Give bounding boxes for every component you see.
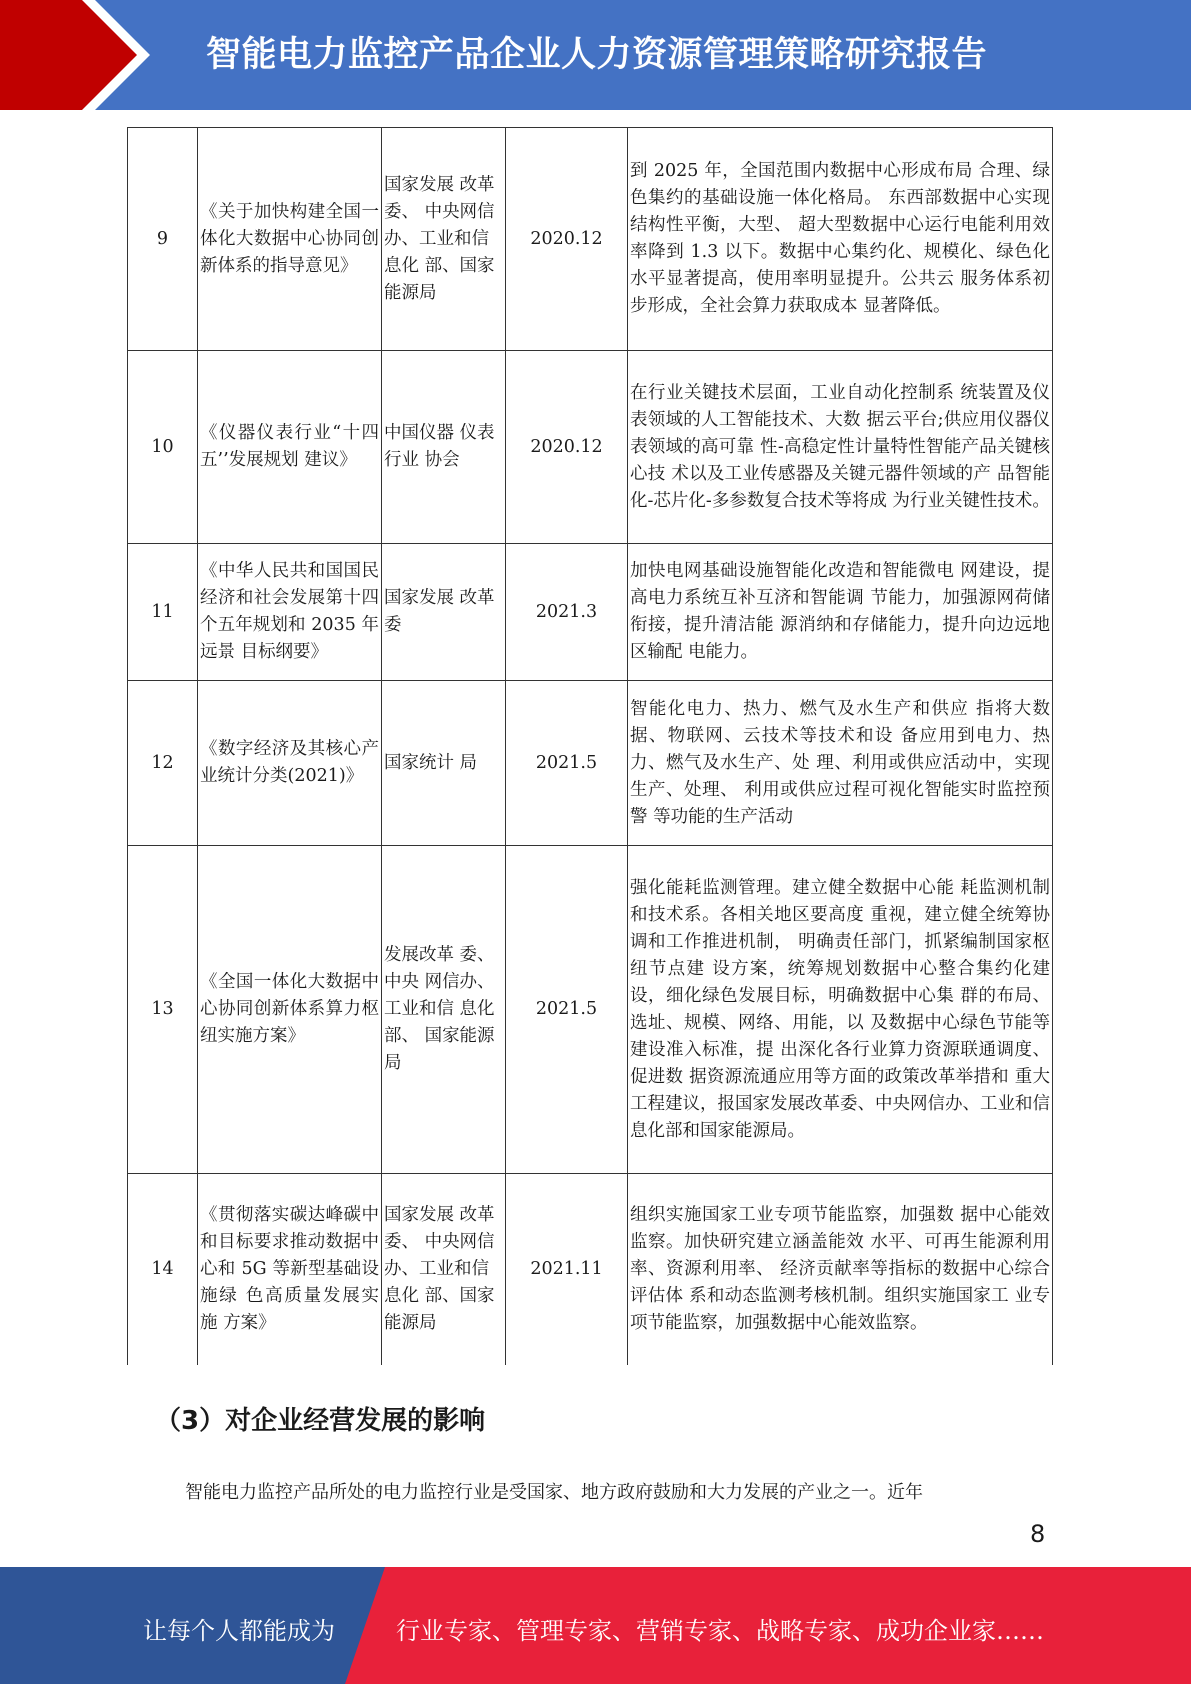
issuing-department: 国家发展 改革委、 中央网信 办、工业和信息化 部、国家 能源局 <box>382 128 506 351</box>
issuing-department: 国家发展 改革委 <box>382 544 506 681</box>
policy-name: 《数字经济及其核心产业统计分类(2021)》 <box>198 681 382 846</box>
footer-slogan-left: 让每个人都能成为 <box>143 1617 335 1645</box>
policy-content: 在行业关键技术层面，工业自动化控制系 统装置及仪表领域的人工智能技术、大数 据云平台;供应用仪器仪表领域的高可靠 性-高稳定性计量特性智能产品关键核心技 术以及工业传感器及关键元器件领域的产 品智能化-芯片化-多参数复合技术等将成 为行业关键性技术。 <box>628 351 1053 544</box>
row-number: 9 <box>128 128 198 351</box>
page-title: 智能电力监控产品企业人力资源管理策略研究报告 <box>206 35 988 75</box>
policy-content: 强化能耗监测管理。建立健全数据中心能 耗监测机制和技术系。各相关地区要高度 重视，建立健全统筹协调和工作推进机制， 明确责任部门，抓紧编制国家枢纽节点建 设方案，统筹规划数据中心整合集约化建 设，细化绿色发展目标，明确数据中心集 群的布局、选址、规模、网络、用能，以 及数据中心绿色节能等建设准入标准，提 出深化各行业算力资源联通调度、促进数 据资源流通应用等方面的政策改革举措和 重大工程建议，报国家发展改革委、中央网信办、工业和信息化部和国家能源局。 <box>628 846 1053 1174</box>
row-number: 12 <box>128 681 198 846</box>
policy-content: 加快电网基础设施智能化改造和智能微电 网建设，提高电力系统互补互济和智能调 节能力，加强源网荷储衔接，提升清洁能 源消纳和存储能力，提升向边远地区输配 电能力。 <box>628 544 1053 681</box>
policy-table <box>127 127 1053 1365</box>
policy-content: 智能化电力、热力、燃气及水生产和供应 指将大数据、物联网、云技术等技术和设 备应用到电力、热力、燃气及水生产、处 理、利用或供应活动中，实现生产、处理、 利用或供应过程可视化智能实时监控预警 等功能的生产活动 <box>628 681 1053 846</box>
row-number: 14 <box>128 1174 198 1365</box>
table-row <box>128 846 1053 1174</box>
footer-slogan-right: 行业专家、管理专家、营销专家、战略专家、成功企业家…… <box>396 1617 1044 1645</box>
policy-content: 到 2025 年，全国范围内数据中心形成布局 合理、绿色集约的基础设施一体化格局。 东西部数据中心实现结构性平衡，大型、 超大型数据中心运行电能利用效率降到 1.3 以下。数据中心集约化、规模化、绿色化 水平显著提高，使用率明显提升。公共云 服务体系初步形成，全社会算力获取成本 显著降低。 <box>628 128 1053 351</box>
body-paragraph: 智能电力监控产品所处的电力监控行业是受国家、地方政府鼓励和大力发展的产业之一。近年 <box>185 1482 923 1503</box>
section-heading: （3）对企业经营发展的影响 <box>155 1406 486 1436</box>
issuing-department: 国家统计 局 <box>382 681 506 846</box>
table-row <box>128 351 1053 544</box>
header-banner <box>0 0 1191 110</box>
policy-name: 《仪器仪表行业“十四五’’发展规划 建议》 <box>198 351 382 544</box>
policy-name: 《贯彻落实碳达峰碳中和目标要求推动数据中心和 5G 等新型基础设施绿 色高质量发展实施 方案》 <box>198 1174 382 1365</box>
policy-name: 《全国一体化大数据中心协同创新体系算力枢纽实施方案》 <box>198 846 382 1174</box>
table-row <box>128 681 1053 846</box>
row-number: 10 <box>128 351 198 544</box>
issuing-department: 发展改革 委、中央 网信办、工业和信 息化部、 国家能源 局 <box>382 846 506 1174</box>
policy-name: 《关于加快构建全国一体化大数据中心协同创新体系的指导意见》 <box>198 128 382 351</box>
table-row <box>128 128 1053 351</box>
issue-date: 2021.11 <box>506 1174 628 1365</box>
issuing-department: 国家发展 改革委、 中央网信 办、工业和信息化 部、国家 能源局 <box>382 1174 506 1365</box>
row-number: 13 <box>128 846 198 1174</box>
header-arrow-decoration <box>0 0 150 110</box>
issue-date: 2020.12 <box>506 351 628 544</box>
table-row <box>128 544 1053 681</box>
table-row <box>128 1174 1053 1365</box>
issuing-department: 中国仪器 仪表行业 协会 <box>382 351 506 544</box>
issue-date: 2020.12 <box>506 128 628 351</box>
policy-content: 组织实施国家工业专项节能监察，加强数 据中心能效监察。加快研究建立涵盖能效 水平、可再生能源利用率、资源利用率、 经济贡献率等指标的数据中心综合评估体 系和动态监测考核机制。组织实施国家工 业专项节能监察，加强数据中心能效监察。 <box>628 1174 1053 1365</box>
footer-banner <box>0 1567 1191 1684</box>
issue-date: 2021.5 <box>506 846 628 1174</box>
page-number: 8 <box>1030 1520 1046 1548</box>
row-number: 11 <box>128 544 198 681</box>
policy-name: 《中华人民共和国国民经济和社会发展第十四个五年规划和 2035 年远景 目标纲要》 <box>198 544 382 681</box>
issue-date: 2021.3 <box>506 544 628 681</box>
issue-date: 2021.5 <box>506 681 628 846</box>
